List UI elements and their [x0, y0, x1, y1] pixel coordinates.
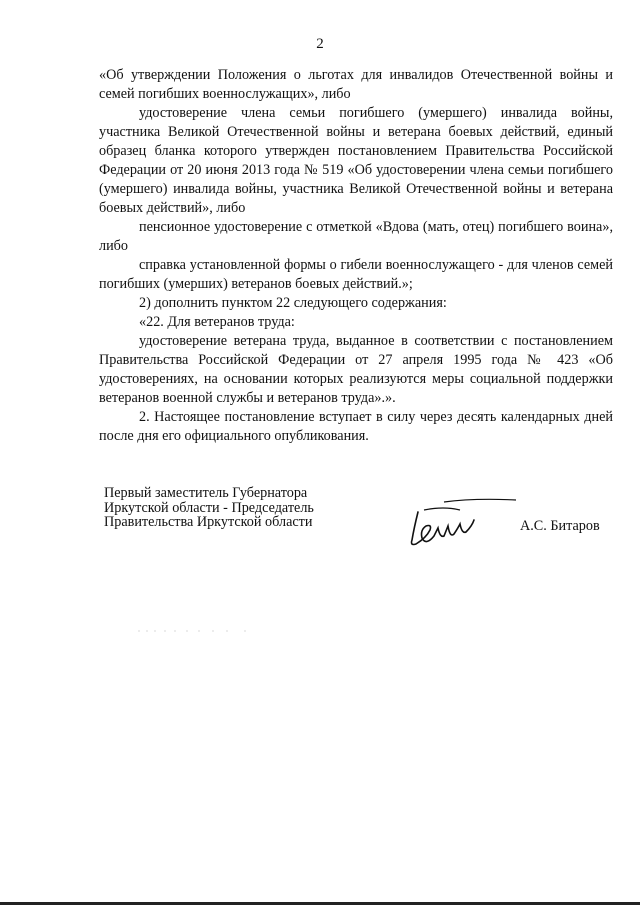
- paragraph-5: 2) дополнить пунктом 22 следующего содержания:: [139, 295, 447, 311]
- signer-position-line-3: Правительства Иркутской области: [104, 514, 313, 530]
- paragraph-1: «Об утверждении Положения о льготах для инвалидов Отечественной войны и семей погибших военнослужащих», либо: [99, 67, 613, 102]
- paragraph-6: «22. Для ветеранов труда:: [139, 314, 295, 330]
- paragraph-8: 2. Настоящее постановление вступает в силу через десять календарных дней после дня его официального опубликования.: [99, 409, 613, 444]
- page-number: 2: [316, 36, 324, 52]
- paragraph-2: удостоверение члена семьи погибшего (умершего) инвалида войны, участника Великой Отечественной войны и ветерана боевых действий, единый образец бланка которого утвержден постановлением Правительства Российской Федерации от 20 июня 2013 года № 519 «Об удостоверении члена семьи погибшего (умершего) инвалида войны, участника Великой Отечественной войны и ветерана боевых действий», либо: [99, 105, 613, 216]
- scan-noise: [95, 628, 255, 634]
- paragraph-7: удостоверение ветерана труда, выданное в соответствии с постановлением Правительства Российской Федерации от 27 апреля 1995 года № 423 «Об удостоверениях, на основании которых реализуются меры социальной поддержки ветеранов военной службы и ветеранов труда».».: [99, 333, 613, 406]
- paragraph-4: справка установленной формы о гибели военнослужащего - для членов семей погибших (умерших) ветеранов боевых действий.»;: [99, 257, 613, 292]
- signer-position: [104, 486, 314, 530]
- signer-position-line-2: Иркутской области - Председатель: [104, 499, 314, 516]
- signer-position-line-1: Первый заместитель Губернатора: [104, 485, 308, 501]
- document-body: [99, 66, 613, 446]
- handwritten-signature: [404, 488, 524, 558]
- signer-name: А.С. Битаров: [520, 518, 600, 534]
- paragraph-3: пенсионное удостоверение с отметкой «Вдова (мать, отец) погибшего воина», либо: [99, 219, 613, 254]
